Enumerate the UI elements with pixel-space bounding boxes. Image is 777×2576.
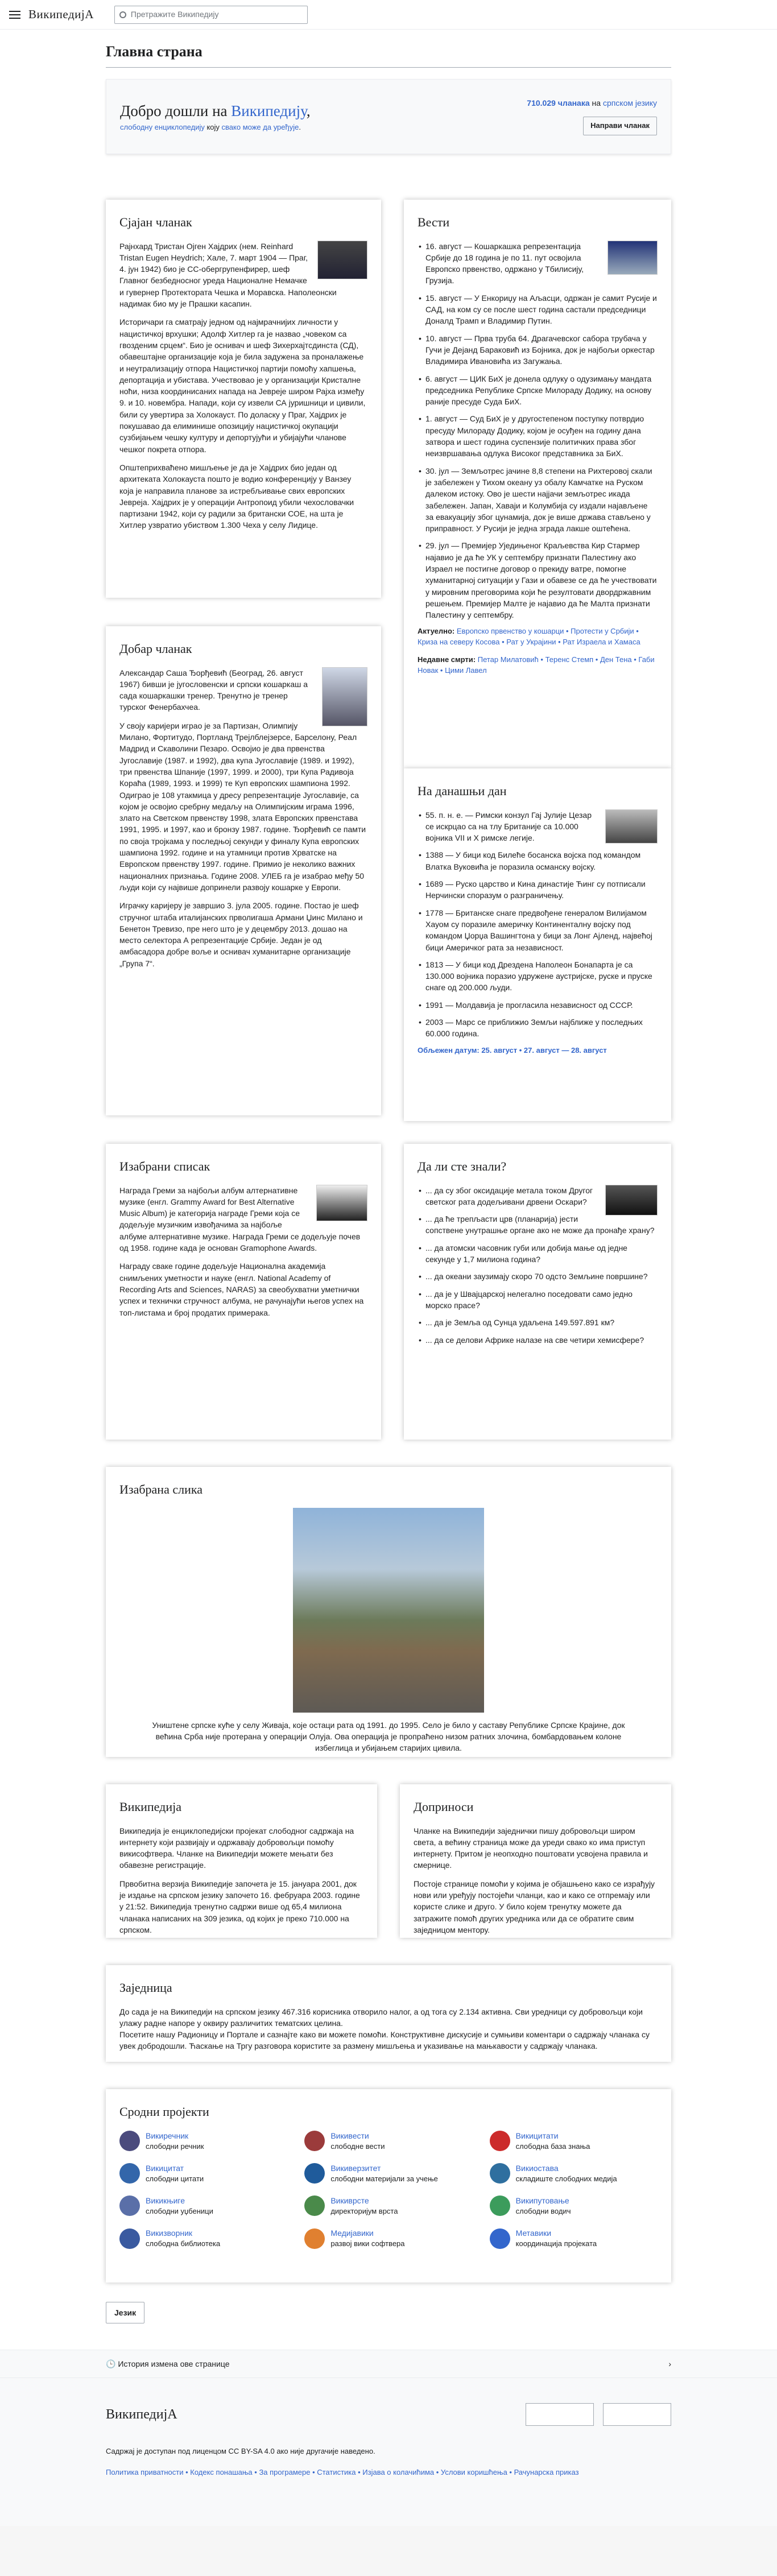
sister-project[interactable] — [490, 2227, 658, 2250]
project-name[interactable]: Викикњиге — [146, 2195, 185, 2205]
project-icon — [490, 2195, 510, 2216]
today-list — [418, 809, 658, 1040]
good-image[interactable] — [322, 667, 367, 726]
about-paragraph-2: Првобитна верзија Википедије започета је 15. јануара 2001, док је издање на српском језику започето 16. фебруара 2003. године у 21:52. Википедија тренутно садржи више од 65,4 милиона чланака написаних на 309 језика, од којих је преко 710.000 на српском. — [119, 1879, 360, 1934]
project-icon — [304, 2131, 325, 2151]
today-item: • 1778 — Британске снаге предвођене генералом Вилијамом Хауом су поразиле америчку Континенталну војску под командом Џорџа Вашингтона у бици за Лонг Ајленд, највећој бици Америчког рата за независност. — [418, 907, 658, 953]
contrib-title: Доприноси — [414, 1799, 474, 1814]
top-header — [0, 0, 777, 30]
project-desc: складиште слободних медија — [515, 2174, 617, 2184]
main-content — [0, 30, 777, 2526]
project-icon — [304, 2228, 325, 2249]
history-link[interactable]: 🕒 История измена ове странице — [106, 2359, 230, 2368]
community-paragraph-2: Посетите нашу Радионицу и Портале и сазнајте како ви можете помоћи. Конструктивне дискусије и сумњиви коментари о садржају чланака су увек добродошли. Ћаскање на Тргу разговора користите за размену мишљења и указивање на мањкавости у садржају чланака. — [119, 2030, 650, 2051]
picture-title: Изабрана слика — [119, 1482, 202, 1496]
project-desc: слободни водич — [515, 2207, 571, 2216]
list-paragraph-1: Награда Греми за најбољи албум алтернативне музике (енгл. Grammy Award for Best Alternative Music Album) је категорија награде Греми која се додељује музичким извођачима за најбоље албуме алтернативне музике. Награда Греми се додељује почев од 1958. године када је основан Gramophone Awards. — [119, 1185, 361, 1253]
featured-paragraph-2: Историчари га сматрају једном од најмрачнијих личности у нацистичкој врхушки; Адолф Хитлер га је назвао „човеком са гвозденим срцем“. Био је оснивач и шеф Зихерхајтсдинста (СД), обавештајне организације која је била задужена за проналажење и неутрализацију отпора Нацистичкој партији помоћу хапшења, депортација и убистава. Учествовао је у организацији Кристалне ноћи, низа координисаних напада на Јевреје широм Рајха између 9. и 10. новембра. Напади, који су извели СА јуришници и цивили, били су увертира за Холокауст. По доласку у Праг, Хајдрих је покушавао да елиминише опозицију нацистичкој окупацији сузбијањем чешку културу и депортујући и убијајући чланове чешког покрета отпора. — [119, 317, 366, 454]
project-name[interactable]: Викиречник — [146, 2131, 189, 2140]
news-deaths: Недавне смрти: Петар Милатовић • Теренс Стемп • Ден Тена • Габи Новак • Цими Лавел — [418, 655, 655, 675]
welcome-heading: Добро дошли на Википедију, — [120, 102, 311, 119]
dyk-item: • ... да су због оксидације метала током Другог светског рата додељивани дрвени Оскари? — [418, 1185, 658, 1208]
about-wikipedia — [106, 1784, 377, 1938]
featured-image[interactable] — [317, 241, 367, 279]
list-paragraph-2: Награду сваке године додељује Национална академија снимљених уметности и науке (енгл. National Academy of Recording Arts and Sciences, NARAS) за свеобухватни уметнички успех и технички стручност албума, не рачунајући његов успех на топ-листама и број продатих примерака. — [119, 1262, 364, 1317]
sister-project[interactable] — [304, 2130, 472, 2152]
footer-links[interactable]: Политика приватности • Кодекс понашања • За програмере • Статистика • Изјава о колачићима • Услови коришћења • Рачунарска приказ — [106, 2467, 579, 2476]
page-title: Главна страна — [106, 39, 671, 68]
picture-caption: Уништене српске куће у селу Живаја, које остаци рата од 1991. до 1995. Село је било у саставу Републике Српске Крајине, док већина Срба није протерана у операцији Олуја. Ова операција је пропраћено низом ратних злочина, бомбардовањем колоне избеглица и убијањем старијих цивила. — [152, 1720, 625, 1753]
wikimedia-badge[interactable] — [526, 2403, 594, 2426]
featured-title: Сјајан чланак — [119, 214, 192, 229]
news-item: • 16. август — Кошаркашка репрезентација Србије до 18 година је по 11. пут освојила Европско првенство, одржано у Тбилисију, Грузија. — [418, 241, 658, 287]
list-title: Изабрани списак — [119, 1159, 210, 1173]
project-name[interactable]: Метавики — [515, 2228, 552, 2238]
did-you-know — [404, 1144, 671, 1440]
project-name[interactable]: Медијавики — [330, 2228, 374, 2238]
today-item: • 2003 — Марс се приближио Земљи најближе у последњих 60.000 година. — [418, 1016, 658, 1040]
good-paragraph-3: Играчку каријеру је завршио 3. јула 2005. године. Постао је шеф стручног штаба италијанских прволигаша Армани Џинс Милано и Бенетон Тревизо, пре него што је у децембру 2013. дошао на место селектора А репрезентације Србије. Један је од амбасадора добре воље и оснивач хуманитарне организације „Група 7“. — [119, 901, 363, 968]
search-input[interactable] — [114, 6, 308, 24]
project-icon — [490, 2163, 510, 2184]
project-desc: слободни материјали за учење — [330, 2174, 438, 2184]
news-current: Актуелно: Европско првенство у кошарци • Протести у Србији • Криза на северу Косова • Рат у Украјини • Рат Израела и Хамаса — [418, 627, 640, 647]
project-icon — [304, 2163, 325, 2184]
news-item: • 6. август — ЦИК БиХ је донела одлуку о одузимању мандата председника Републике Српске Милораду Додику, на основу раније пресуде Суда БиХ. — [418, 373, 658, 408]
sister-project[interactable] — [490, 2195, 658, 2217]
today-title: На данашњи дан — [418, 783, 507, 798]
history-bar[interactable] — [0, 2350, 777, 2378]
list-image[interactable] — [316, 1185, 367, 1221]
community-title: Заједница — [119, 1980, 172, 1995]
project-desc: координација пројеката — [515, 2239, 597, 2248]
project-name[interactable]: Викиврсте — [330, 2195, 369, 2205]
on-this-day — [404, 768, 671, 1121]
footer-logo: ВикипедијА — [106, 2407, 177, 2422]
project-name[interactable]: Викизворник — [146, 2228, 193, 2238]
footer — [0, 2378, 777, 2526]
community-paragraph-1: До сада је на Википедији на српском језику 467.316 корисника отворило налог, а од тога су 2.134 активна. Сви уредници су добровољци који улажу радне напоре у оквиру различитих тематских целина. — [119, 2007, 643, 2028]
project-desc: развој вики софтвера — [330, 2239, 405, 2248]
create-article-button[interactable]: Направи чланак — [583, 117, 657, 135]
project-desc: слободне вести — [330, 2141, 385, 2151]
sister-grid — [119, 2130, 658, 2250]
dyk-item: • ... да је Земља од Сунца удаљена 149.597.891 км? — [418, 1317, 658, 1328]
project-icon — [119, 2131, 140, 2151]
featured-picture-image[interactable] — [293, 1508, 484, 1713]
contributions — [400, 1784, 671, 1938]
project-name[interactable]: Викицитат — [146, 2163, 184, 2173]
sister-project[interactable] — [119, 2130, 287, 2152]
sister-title: Сродни пројекти — [119, 2104, 209, 2119]
site-logo[interactable]: ВикипедијА — [28, 7, 94, 22]
news-list — [418, 241, 658, 621]
sister-project[interactable] — [304, 2195, 472, 2217]
news-item: • 1. август — Суд БиХ је у другостепеном поступку потврдио пресуду Милораду Додику, којом је осуђен на годину дана затвора и шест година суспензије политичких права због неизвршавања одлука Високог представника за БиХ. — [418, 413, 658, 459]
welcome-banner — [106, 79, 671, 154]
featured-paragraph-3: Општеприхваћено мишљење је да је Хајдрих био један од архитеката Холокауста пошто је водио конференцију у Ванзеу која је направила планове за истребљивање свих европских Јевреја. Хајдрих је у операцији Антропоид убили чехословачки партизани 1942, који су радили за британски СОЕ, на шта је Хитлер узвратио убиством 1.300 Чеха у селу Лидице. — [119, 462, 354, 530]
good-article — [106, 626, 381, 1115]
news-item: • 30. јул — Земљотрес јачине 8,8 степени на Рихтеровој скали је забележен у Тихом океану уз обалу Камчатке на Руском далеком истоку. Ово је шести најјачи земљотрес икада забележен. Јапан, Хаваји и Колумбија су издали најављене за евакуацију због цунамија, док је више држава стављено у приправност. У Русији је једна зграда лакше оштећена. — [418, 465, 658, 535]
dyk-item: • ... да ће трепљасти црв (планарија) јести сопствене унутрашње органе ако не може да пронађе храну? — [418, 1213, 658, 1237]
dyk-item: • ... да океани заузимају скоро 70 одсто Земљине површине? — [418, 1271, 658, 1282]
project-icon — [119, 2163, 140, 2184]
contrib-paragraph-1: Чланке на Википедији заједнички пишу добровољци широм света, а већину страница може да уреди свако ко има приступ интернету. Притом је неопходно поштовати усвојена правила и смернице. — [414, 1826, 648, 1870]
welcome-subtitle: слободну енциклопедију коју свако може да уређује. — [120, 122, 301, 131]
today-more[interactable]: Обљежен датум: 25. август • 27. август — 28. август — [418, 1045, 607, 1055]
about-title: Википедија — [119, 1799, 182, 1814]
project-desc: слободни речник — [146, 2141, 204, 2151]
sister-project[interactable] — [119, 2195, 287, 2217]
project-name[interactable]: Викивести — [330, 2131, 369, 2140]
project-desc: слободна база знања — [515, 2141, 590, 2151]
language-button[interactable]: Језик — [106, 2302, 144, 2323]
sister-projects — [106, 2089, 671, 2283]
project-name[interactable]: Викиостава — [515, 2163, 559, 2173]
project-icon — [119, 2195, 140, 2216]
sister-project[interactable] — [490, 2162, 658, 2185]
project-name[interactable]: Викицитати — [515, 2131, 559, 2140]
dyk-item: • ... да се делови Африке налазе на све четири хемисфере? — [418, 1334, 658, 1346]
contrib-paragraph-2: Постоје странице помоћи у којима је објашњено како се израђују нови или уређују постојећи чланци, као и како се отпремају или користе слике и друго. У било којем тренутку можете да затражите помоћ других уредника или да се обратите свим заједницом ментору. — [414, 1879, 655, 1934]
project-name[interactable]: Википутовање — [515, 2195, 569, 2205]
news-item: • 10. август — Прва труба 64. Драгачевског сабора трубача у Гучи је Дејанд Бараковић из Бојника, док је најбољи оркестар Владимира Ивановића из Загужања. — [418, 333, 658, 367]
project-desc: слободни цитати — [146, 2174, 204, 2184]
good-paragraph-2: У своју каријери играо је за Партизан, Олимпију Милано, Фортитудо, Портланд Трејлблејзерсе, Барселону, Реал Мадрид и Скаволини Пезаро. Освојио је два првенства Југославије (1987. и 1992), два купа Југославије (1989. и 1992), три првенства Шпаније (1997, 1999. и 2000), три Купа Радивоја Кораћа (1989, 1993. и 1999) те Куп европских шампиона 1992. Одиграо је 108 утакмица у дресу репрезентације Југославије, са којом је освојио сребрну медаљу на Олимпијским играма 1996, злато на Светском првенству 1998, злата Европских првенстава 1991, 1995. и 1997, као и бронзу 1987. године. Ђорђевић се памти по своја тројкама у последњој секунди у финалу Купа европских шампиона 1992. године и на утамници против Хрватске на Европском првенству 1997. године. Примио је неколико важних националних признања. Године 2008. УЛЕБ га је изабрао међу 50 људи који су највише допринели развоју кошарке у Европи. — [119, 721, 366, 892]
about-paragraph-1: Википедија је енциклопедијски пројекат слободног садржаја на интернету који развијају и одржавају добровољци помоћу викисофтвера. Чланке на Википедији можете мењати без обавезне регистрације. — [119, 1826, 354, 1870]
today-item: • 1388 — У бици код Билеће босанска војска под командом Влатка Вуковића је поразила османску војску. — [418, 849, 658, 873]
news-title: Вести — [418, 214, 450, 229]
dyk-item: • ... да атомски часовник губи или добија мање од једне секунде у 1,7 милиона година? — [418, 1242, 658, 1266]
footer-badges — [526, 2403, 671, 2426]
search-placeholder: Претражите Википедију — [130, 10, 219, 19]
good-paragraph-1: Александар Саша Ђорђевић (Београд, 26. август 1967) бивши је југословенски и српски кошаркаш а сада кошаркашки тренер. Тренутно је тренер турског Фенербахчеа. — [119, 668, 308, 712]
project-icon — [304, 2195, 325, 2216]
news-item: • 15. август — У Енкориџу на Аљасци, одржан је самит Русије и САД, на ком су се после шест година састали председници Доналд Трамп и Владимир Путин. — [418, 292, 658, 327]
sister-project[interactable] — [490, 2130, 658, 2152]
good-title: Добар чланак — [119, 641, 192, 656]
featured-list — [106, 1144, 381, 1440]
news-section — [404, 200, 671, 768]
today-item: • 1813 — У бици код Дрездена Наполеон Бонапарта је са 130.000 војника поразио удружене аустријске, руске и пруске снаге од 200.000 људи. — [418, 959, 658, 994]
search-icon — [119, 11, 126, 18]
project-desc: директоријум врста — [330, 2207, 398, 2216]
project-name[interactable]: Викиверзитет — [330, 2163, 381, 2173]
chevron-right-icon: › — [668, 2359, 671, 2368]
dyk-title: Да ли сте знали? — [418, 1159, 507, 1173]
today-item: • 55. п. н. е. — Римски конзул Гај Јулије Цезар се искрцао са на тлу Британије са 10.000 војника VII и X римске легије. — [418, 809, 658, 844]
today-item: • 1991 — Молдавија је прогласила независност од СССР. — [418, 999, 658, 1011]
wikipedia-link[interactable]: Википедију — [231, 102, 307, 119]
project-desc: слободни уџбеници — [146, 2207, 213, 2216]
menu-icon[interactable] — [9, 11, 20, 19]
featured-article — [106, 200, 381, 598]
sister-project[interactable] — [304, 2162, 472, 2185]
dyk-item: • ... да је у Швајцарској нелегално поседовати само једно морско прасе? — [418, 1288, 658, 1312]
project-desc: слободна библиотека — [146, 2239, 221, 2248]
project-icon — [490, 2228, 510, 2249]
news-item: • 29. јул — Премијер Уједињеног Краљевства Кир Стармер најавио је да ће УК у септембру признати Палестину ако Израел не постигне договор о прекиду ватре, помогне хуманитарној ситуацији у Гази и обавезе се да ће учествовати у мировним преговорима који ће резултовати двордржавним решењем. Премијер Малте је најавио да ће Малта признати Палестину у септембру. — [418, 540, 658, 621]
footer-license: Садржај је доступан под лиценцом CC BY-SA 4.0 ако није другачије наведено. — [106, 2446, 375, 2455]
sister-project[interactable] — [304, 2227, 472, 2250]
article-count: 710.029 чланака на српском језику — [527, 98, 657, 108]
mediawiki-badge[interactable] — [603, 2403, 671, 2426]
community — [106, 1965, 671, 2062]
sister-project[interactable] — [119, 2162, 287, 2185]
featured-picture — [106, 1467, 671, 1757]
sister-project[interactable] — [119, 2227, 287, 2250]
project-icon — [119, 2228, 140, 2249]
today-item: • 1689 — Руско царство и Кина династије Ћинг су потписали Нерчински споразум о разграничењу. — [418, 878, 658, 902]
featured-paragraph-1: Рајнхард Тристан Ојген Хајдрих (нем. Reinhard Tristan Eugen Heydrich; Хале, 7. март 1904 — Праг, 4. јун 1942) био је СС-обергрупенфирер, шеф Главног безбедносног уреда Националне Немачке и гувернер Протектората Чешка и Моравска. Наполеонски надимак био му је Прашки касапин. — [119, 241, 337, 309]
project-icon — [490, 2131, 510, 2151]
